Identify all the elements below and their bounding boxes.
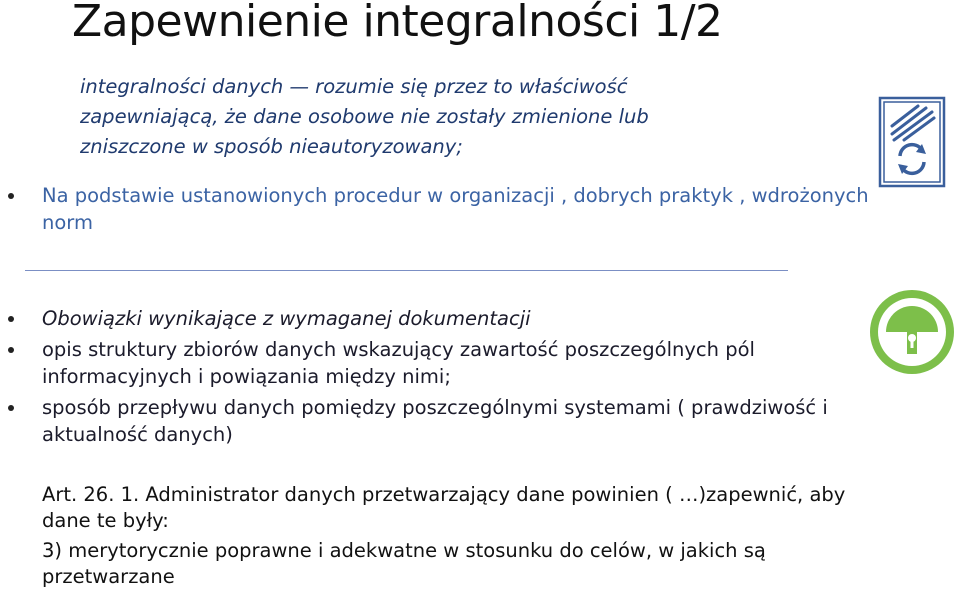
intro-line: zapewniającą, że dane osobowe nie zostały zmienione lub: [80, 105, 649, 128]
bullet-text: informacyjnych i powiązania między nimi;: [42, 365, 451, 388]
article-line: przetwarzane: [42, 565, 175, 588]
intro-line: integralności danych — rozumie się przez to właściwość: [80, 75, 628, 98]
article-line: Art. 26. 1. Administrator danych przetwarzający dane powinien ( …)zapewnić, aby: [42, 483, 846, 506]
bullet-text: Obowiązki wynikające z wymaganej dokumentacji: [42, 307, 531, 330]
bullet-text: aktualność danych): [42, 423, 233, 446]
article-line: dane te były:: [42, 509, 169, 532]
bullet-dot: [8, 316, 14, 322]
bullet-dot: [8, 405, 14, 411]
bullet-text: sposób przepływu danych pomiędzy poszczególnymi systemami ( prawdziwość i: [42, 396, 828, 419]
intro-definition: [80, 72, 780, 162]
bullet-text: norm: [42, 211, 93, 234]
intro-line: zniszczone w sposób nieautoryzowany;: [80, 135, 463, 158]
bullet-dot: [8, 347, 14, 353]
slide-title: Zapewnienie integralności 1/2: [72, 0, 723, 47]
bullet-text: Na podstawie ustanowionych procedur w organizacji , dobrych praktyk , wdrożonych: [42, 184, 869, 207]
bullet-dot: [8, 193, 14, 199]
bullet-text: opis struktury zbiorów danych wskazujący zawartość poszczególnych pól: [42, 338, 755, 361]
divider-line: [25, 270, 788, 271]
document-refresh-icon: [878, 96, 946, 188]
article-line: 3) merytorycznie poprawne i adekwatne w stosunku do celów, w jakich są: [42, 539, 766, 562]
shield-lock-icon: [866, 286, 958, 378]
